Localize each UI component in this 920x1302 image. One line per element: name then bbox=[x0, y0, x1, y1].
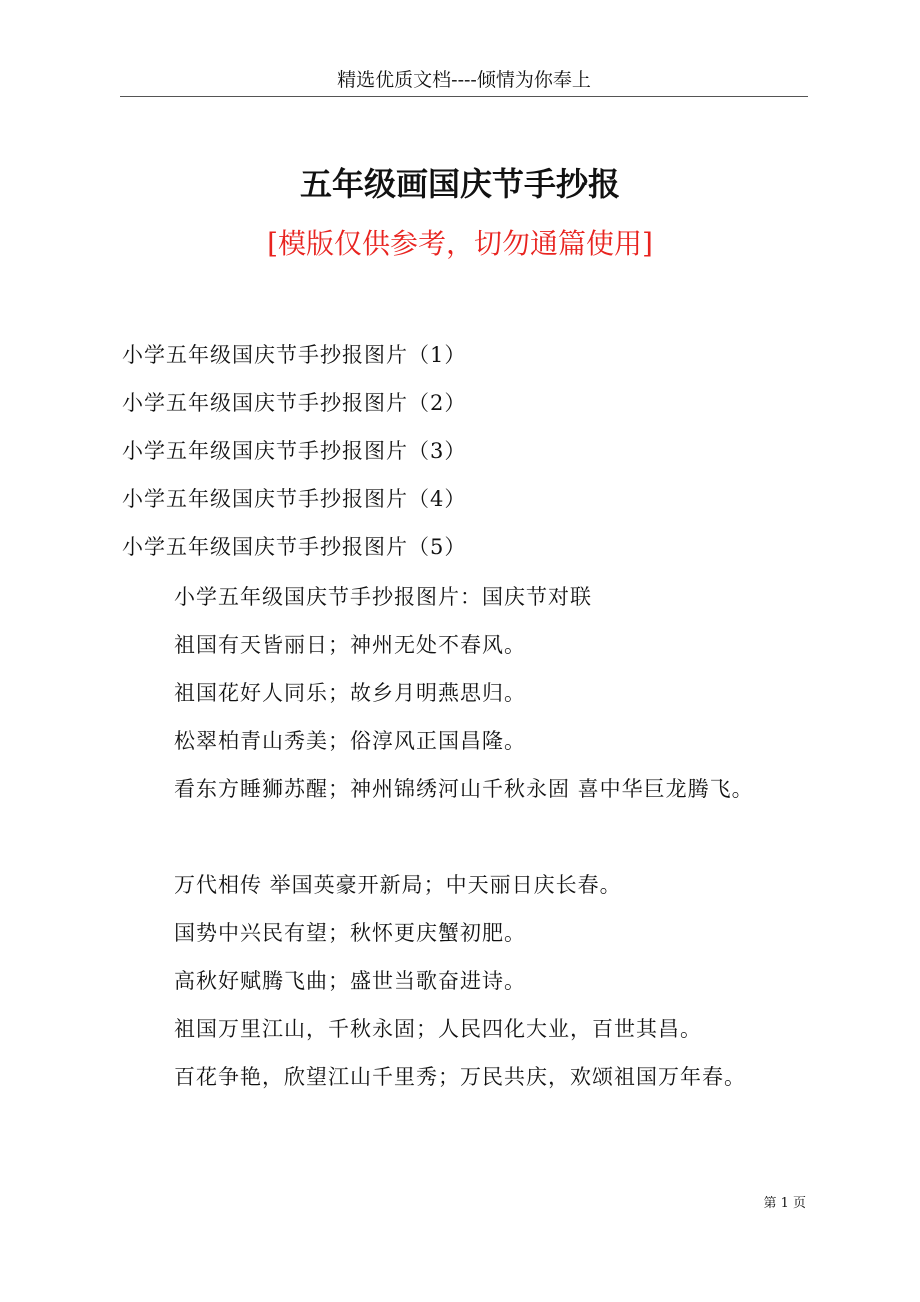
couplet-line: 百花争艳，欣望江山千里秀；万民共庆，欢颂祖国万年春。 bbox=[174, 1065, 746, 1089]
image-caption-1: 小学五年级国庆节手抄报图片（1） bbox=[122, 343, 467, 367]
couplet-line: 万代相传 举国英豪开新局；中天丽日庆长春。 bbox=[174, 873, 622, 897]
document-title: 五年级画国庆节手抄报 bbox=[299, 165, 620, 203]
page-number: 第 1 页 bbox=[763, 1196, 806, 1211]
header-divider bbox=[120, 96, 808, 97]
section-heading: 小学五年级国庆节手抄报图片：国庆节对联 bbox=[174, 585, 592, 609]
image-caption-3: 小学五年级国庆节手抄报图片（3） bbox=[122, 439, 467, 463]
image-caption-4: 小学五年级国庆节手抄报图片（4） bbox=[122, 487, 467, 511]
page-header: 精选优质文档----倾情为你奉上 bbox=[337, 69, 591, 91]
couplet-line: 祖国万里江山，千秋永固；人民四化大业，百世其昌。 bbox=[174, 1017, 702, 1041]
couplet-line: 看东方睡狮苏醒；神州锦绣河山千秋永固 喜中华巨龙腾飞。 bbox=[174, 777, 754, 801]
document-subtitle: [模版仅供参考，切勿通篇使用] bbox=[267, 227, 653, 260]
image-caption-5: 小学五年级国庆节手抄报图片（5） bbox=[122, 535, 467, 559]
image-caption-2: 小学五年级国庆节手抄报图片（2） bbox=[122, 391, 467, 415]
couplet-line: 祖国有天皆丽日；神州无处不春风。 bbox=[174, 633, 526, 657]
couplet-line: 高秋好赋腾飞曲；盛世当歌奋进诗。 bbox=[174, 969, 526, 993]
couplet-line: 国势中兴民有望；秋怀更庆蟹初肥。 bbox=[174, 921, 526, 945]
couplet-line: 祖国花好人同乐；故乡月明燕思归。 bbox=[174, 681, 526, 705]
couplet-line: 松翠柏青山秀美；俗淳风正国昌隆。 bbox=[174, 729, 526, 753]
